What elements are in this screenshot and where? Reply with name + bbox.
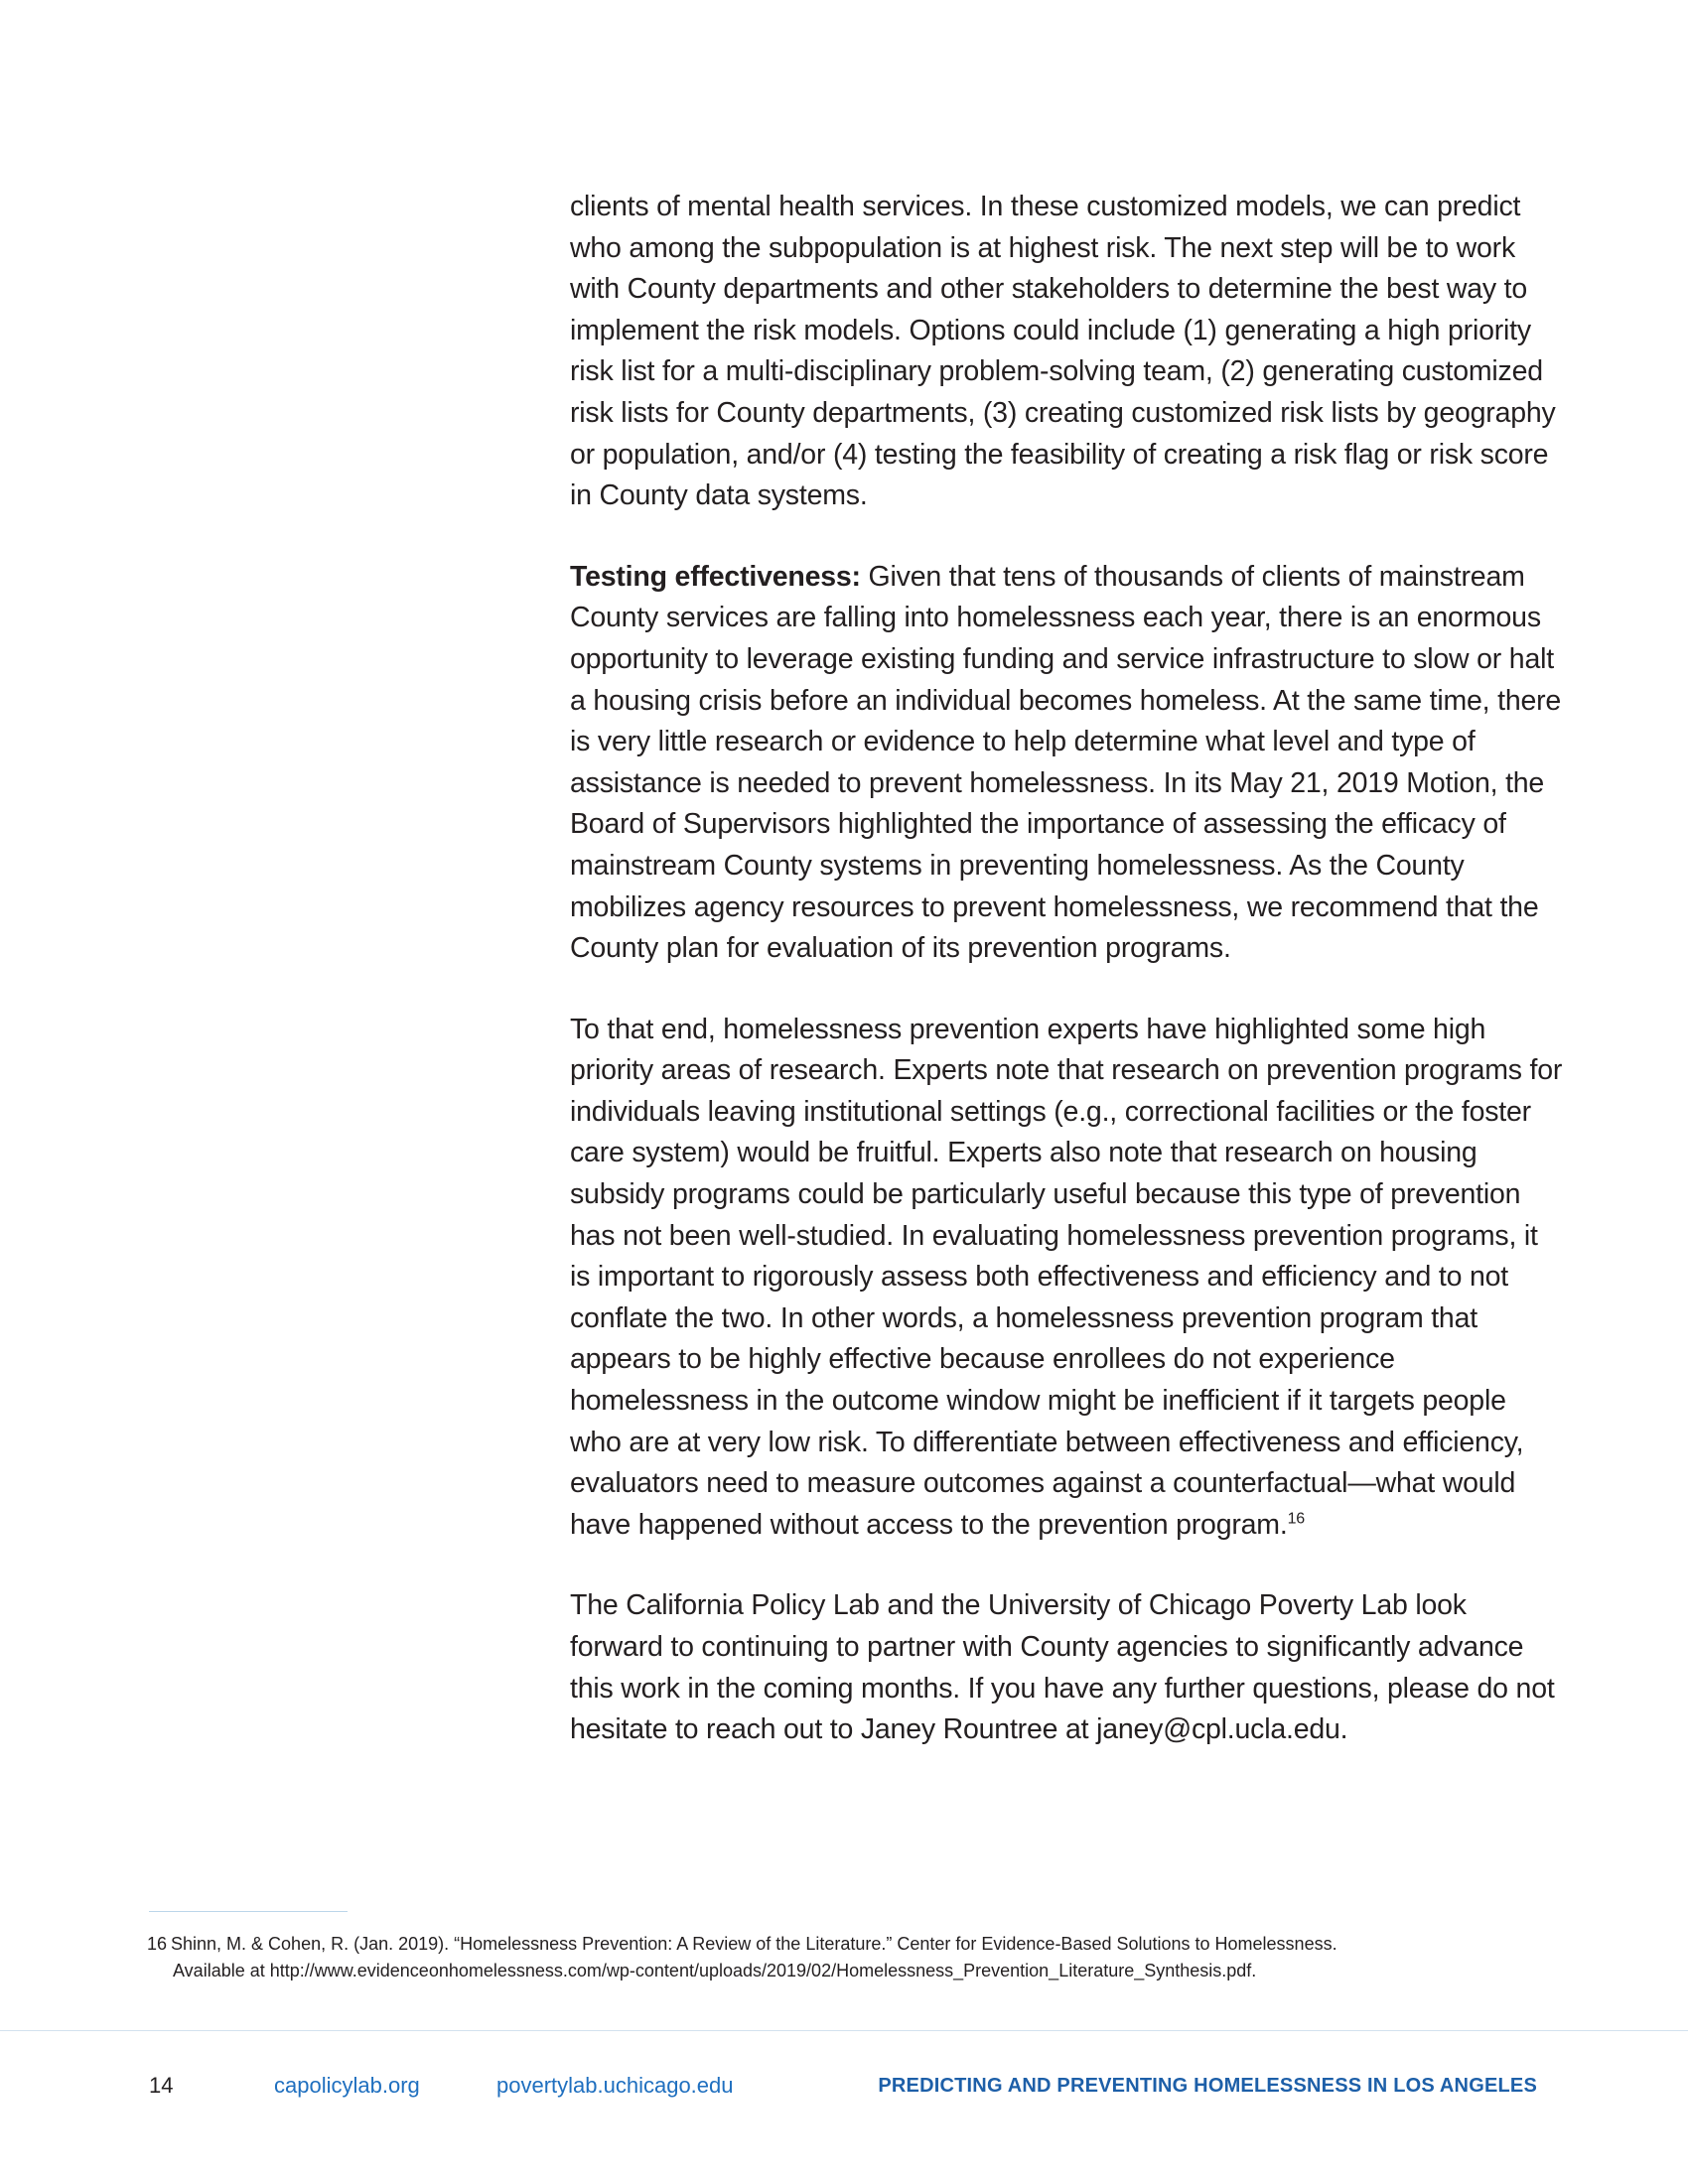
footnote-16 <box>147 1931 1537 1984</box>
body-paragraph-3-text: To that end, homelessness prevention experts have highlighted some high priority areas of research. Experts note that research on prevention programs for individuals leaving institutional settings (e.g., correctional facilities or the foster care system) would be fruitful. Experts also note that research on housing subsidy programs could be particularly useful because this type of prevention has not been well-studied. In evaluating homelessness prevention programs, it is important to rigorously assess both effectiveness and efficiency and to not conflate the two. In other words, a homelessness prevention program that appears to be highly effective because enrollees do not experience homelessness in the outcome window might be inefficient if it targets people who are at very low risk. To differentiate between effectiveness and efficiency, evaluators need to measure outcomes against a counterfactual—what would have happened without access to the prevention program. <box>570 1013 1563 1541</box>
main-text-column <box>570 187 1563 1791</box>
povertylab-link[interactable]: povertylab.uchicago.edu <box>496 2073 734 2098</box>
page-footer <box>0 2073 1688 2113</box>
body-paragraph-2-text: Given that tens of thousands of clients of mainstream County services are falling into homelessness each year, there is an enormous opportunity to leverage existing funding and service infrastructure to slow or halt a housing crisis before an individual becomes homeless. At the same time, there is very little research or evidence to help determine what level and type of assistance is needed to prevent homelessness. In its May 21, 2019 Motion, the Board of Supervisors highlighted the importance of assessing the efficacy of mainstream County systems in preventing homelessness. As the County mobilizes agency resources to prevent homelessness, we recommend that the County plan for evaluation of its prevention programs. <box>570 560 1562 965</box>
testing-effectiveness-heading: Testing effectiveness: <box>570 560 861 593</box>
page-number: 14 <box>149 2073 174 2098</box>
capolicylab-link[interactable]: capolicylab.org <box>274 2073 420 2098</box>
document-title: PREDICTING AND PREVENTING HOMELESSNESS IN LOS ANGELES <box>878 2075 1537 2097</box>
body-paragraph-1 <box>570 187 1563 517</box>
body-paragraph-4 <box>570 1585 1563 1750</box>
footnote-number: 16 <box>147 1934 168 1954</box>
footer-divider <box>0 2030 1688 2031</box>
body-paragraph-3 <box>570 1010 1563 1547</box>
body-paragraph-4-text: The California Policy Lab and the University of Chicago Poverty Lab look forward to continuing to partner with County agencies to significantly advance this work in the coming months. If you have any further questions, please do not hesitate to reach out to Janey Rountree at janey@cpl.ucla.edu. <box>570 1589 1555 1746</box>
footnote-url-line[interactable]: Available at http://www.evidenceonhomelessness.com/wp-content/uploads/2019/02/Homelessness_Prevention_Literature_Synthesis.pdf. <box>173 1961 1257 1980</box>
footnote-divider <box>149 1911 348 1912</box>
footnote-citation-line: Shinn, M. & Cohen, R. (Jan. 2019). “Homelessness Prevention: A Review of the Literature.” Center for Evidence-Based Solutions to Homelessness. <box>171 1934 1337 1954</box>
body-paragraph-2 <box>570 557 1563 970</box>
body-paragraph-1-text: clients of mental health services. In these customized models, we can predict who among the subpopulation is at highest risk. The next step will be to work with County departments and other stakeholders to determine the best way to implement the risk models. Options could include (1) generating a high priority risk list for a multi-disciplinary problem-solving team, (2) generating customized risk lists for County departments, (3) creating customized risk lists by geography or population, and/or (4) testing the feasibility of creating a risk flag or risk score in County data systems. <box>570 191 1556 512</box>
footnote-reference-16[interactable]: 16 <box>1287 1510 1305 1528</box>
